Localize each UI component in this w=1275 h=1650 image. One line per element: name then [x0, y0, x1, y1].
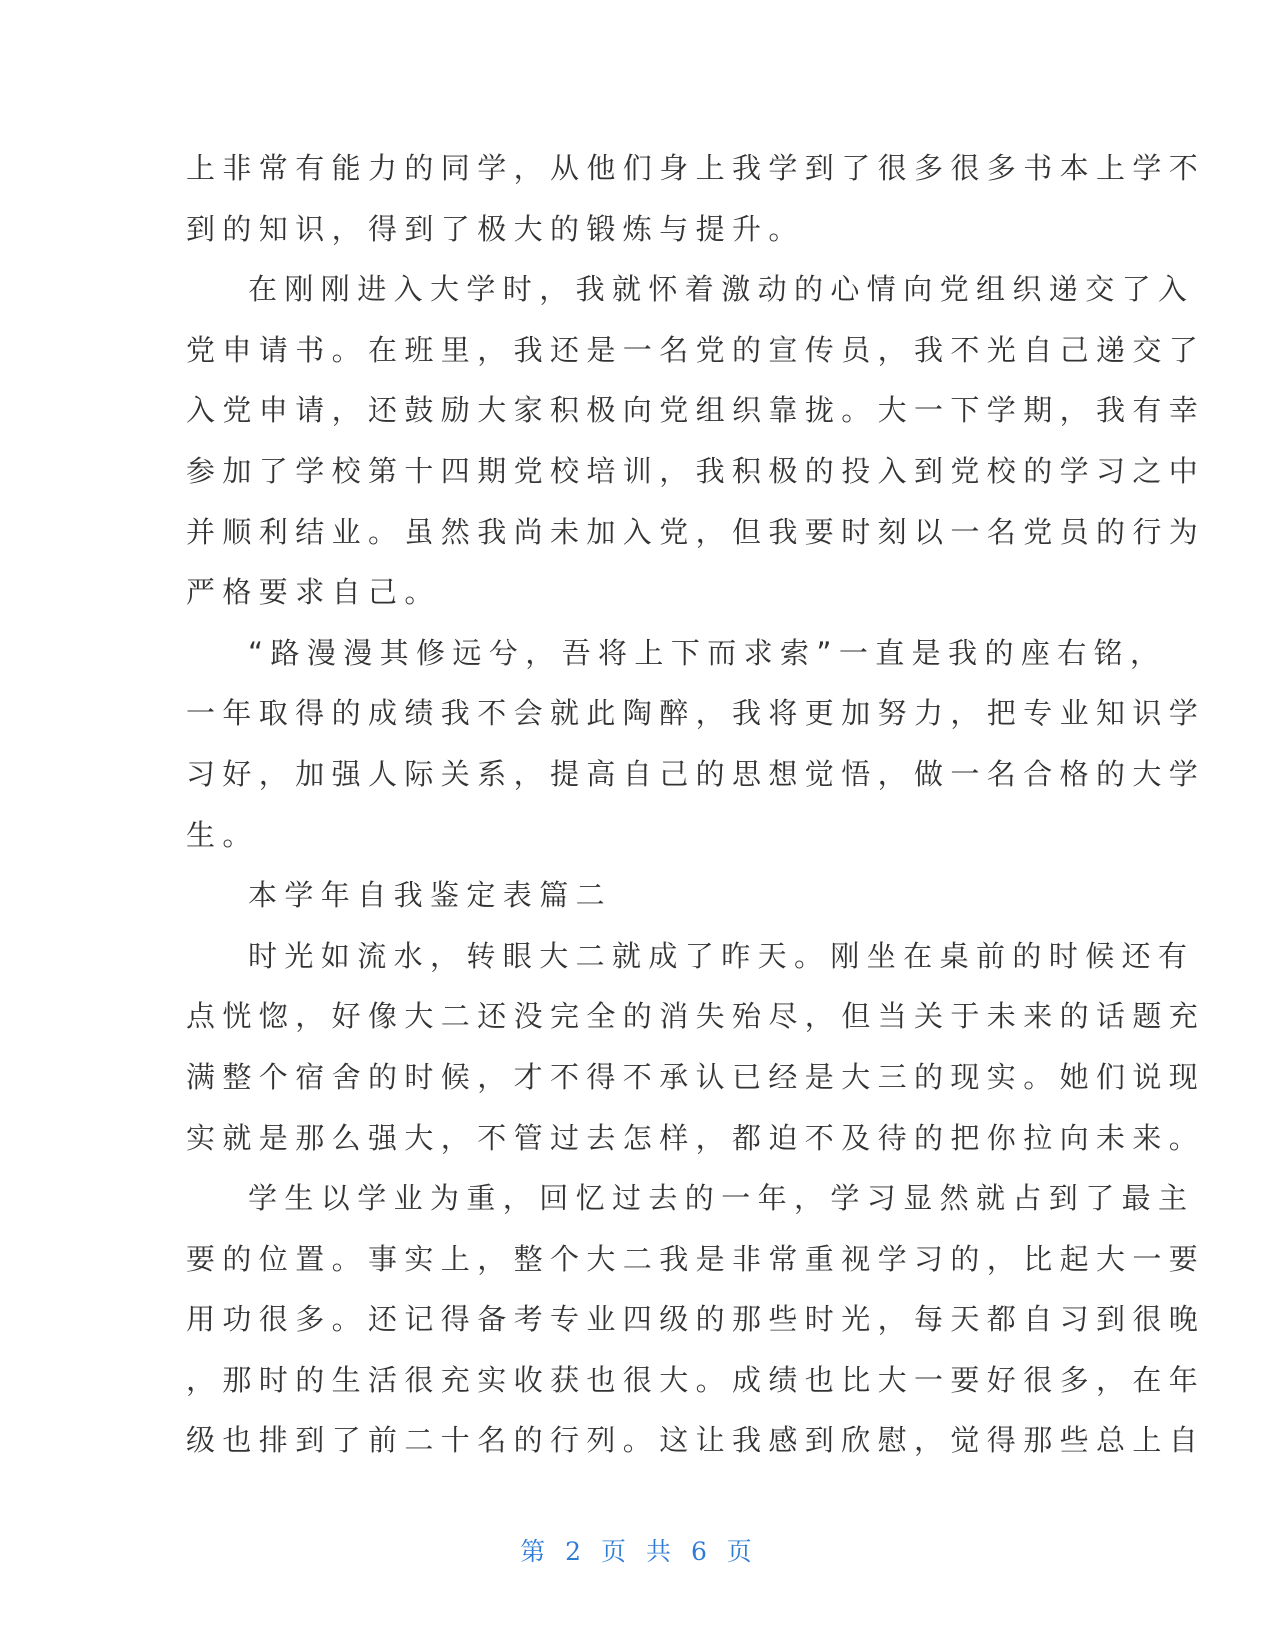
text-line: 级也排到了前二十名的行列。这让我感到欣慰，觉得那些总上自: [186, 1423, 1206, 1458]
footer-current-page: 2: [565, 1537, 585, 1566]
text-line: 习好，加强人际关系，提高自己的思想觉悟，做一名合格的大学: [186, 756, 1206, 791]
text-line: 党申请书。在班里，我还是一名党的宣传员，我不光自己递交了: [186, 332, 1206, 367]
text-line: 点恍惚，好像大二还没完全的消失殆尽，但当关于未来的话题充: [186, 999, 1206, 1034]
footer-label-total: 共: [645, 1537, 674, 1566]
footer-total-pages: 6: [690, 1537, 710, 1566]
text-line: 用功很多。还记得备考专业四级的那些时光，每天都自习到很晚: [186, 1302, 1206, 1337]
paragraph-start-line: 在刚刚进入大学时，我就怀着激动的心情向党组织递交了入: [248, 272, 1195, 307]
text-line: 满整个宿舍的时候，才不得不承认已经是大三的现实。她们说现: [186, 1059, 1206, 1094]
text-line: 一年取得的成绩我不会就此陶醉，我将更加努力，把专业知识学: [186, 696, 1206, 731]
section-heading: 本学年自我鉴定表篇二: [248, 878, 613, 913]
text-line: 实就是那么强大，不管过去怎样，都迫不及待的把你拉向未来。: [186, 1120, 1206, 1155]
footer-label-ye: 页: [601, 1537, 630, 1566]
text-line: 严格要求自己。: [186, 575, 441, 610]
text-line: 入党申请，还鼓励大家积极向党组织靠拢。大一下学期，我有幸: [186, 393, 1206, 428]
paragraph-start-line: 时光如流水，转眼大二就成了昨天。刚坐在桌前的时候还有: [248, 938, 1195, 973]
text-line: ，那时的生活很充实收获也很大。成绩也比大一要好很多，在年: [186, 1362, 1206, 1397]
text-line: 上非常有能力的同学，从他们身上我学到了很多很多书本上学不: [186, 151, 1206, 185]
footer-label-page: 第: [520, 1537, 549, 1566]
page-footer: [0, 1532, 1275, 1568]
document-body: [186, 138, 1206, 1471]
text-line: 到的知识，得到了极大的锻炼与提升。: [186, 211, 805, 246]
footer-label-ye2: 页: [726, 1537, 755, 1566]
text-line: 并顺利结业。虽然我尚未加入党，但我要时刻以一名党员的行为: [186, 514, 1206, 549]
text-line: 生。: [186, 817, 259, 852]
text-line: 参加了学校第十四期党校培训，我积极的投入到党校的学习之中: [186, 453, 1206, 488]
paragraph-start-line: “路漫漫其修远兮，吾将上下而求索”一直是我的座右铭，: [248, 635, 1167, 670]
paragraph-start-line: 学生以学业为重，回忆过去的一年，学习显然就占到了最主: [248, 1181, 1195, 1216]
text-line: 要的位置。事实上，整个大二我是非常重视学习的，比起大一要: [186, 1241, 1206, 1276]
